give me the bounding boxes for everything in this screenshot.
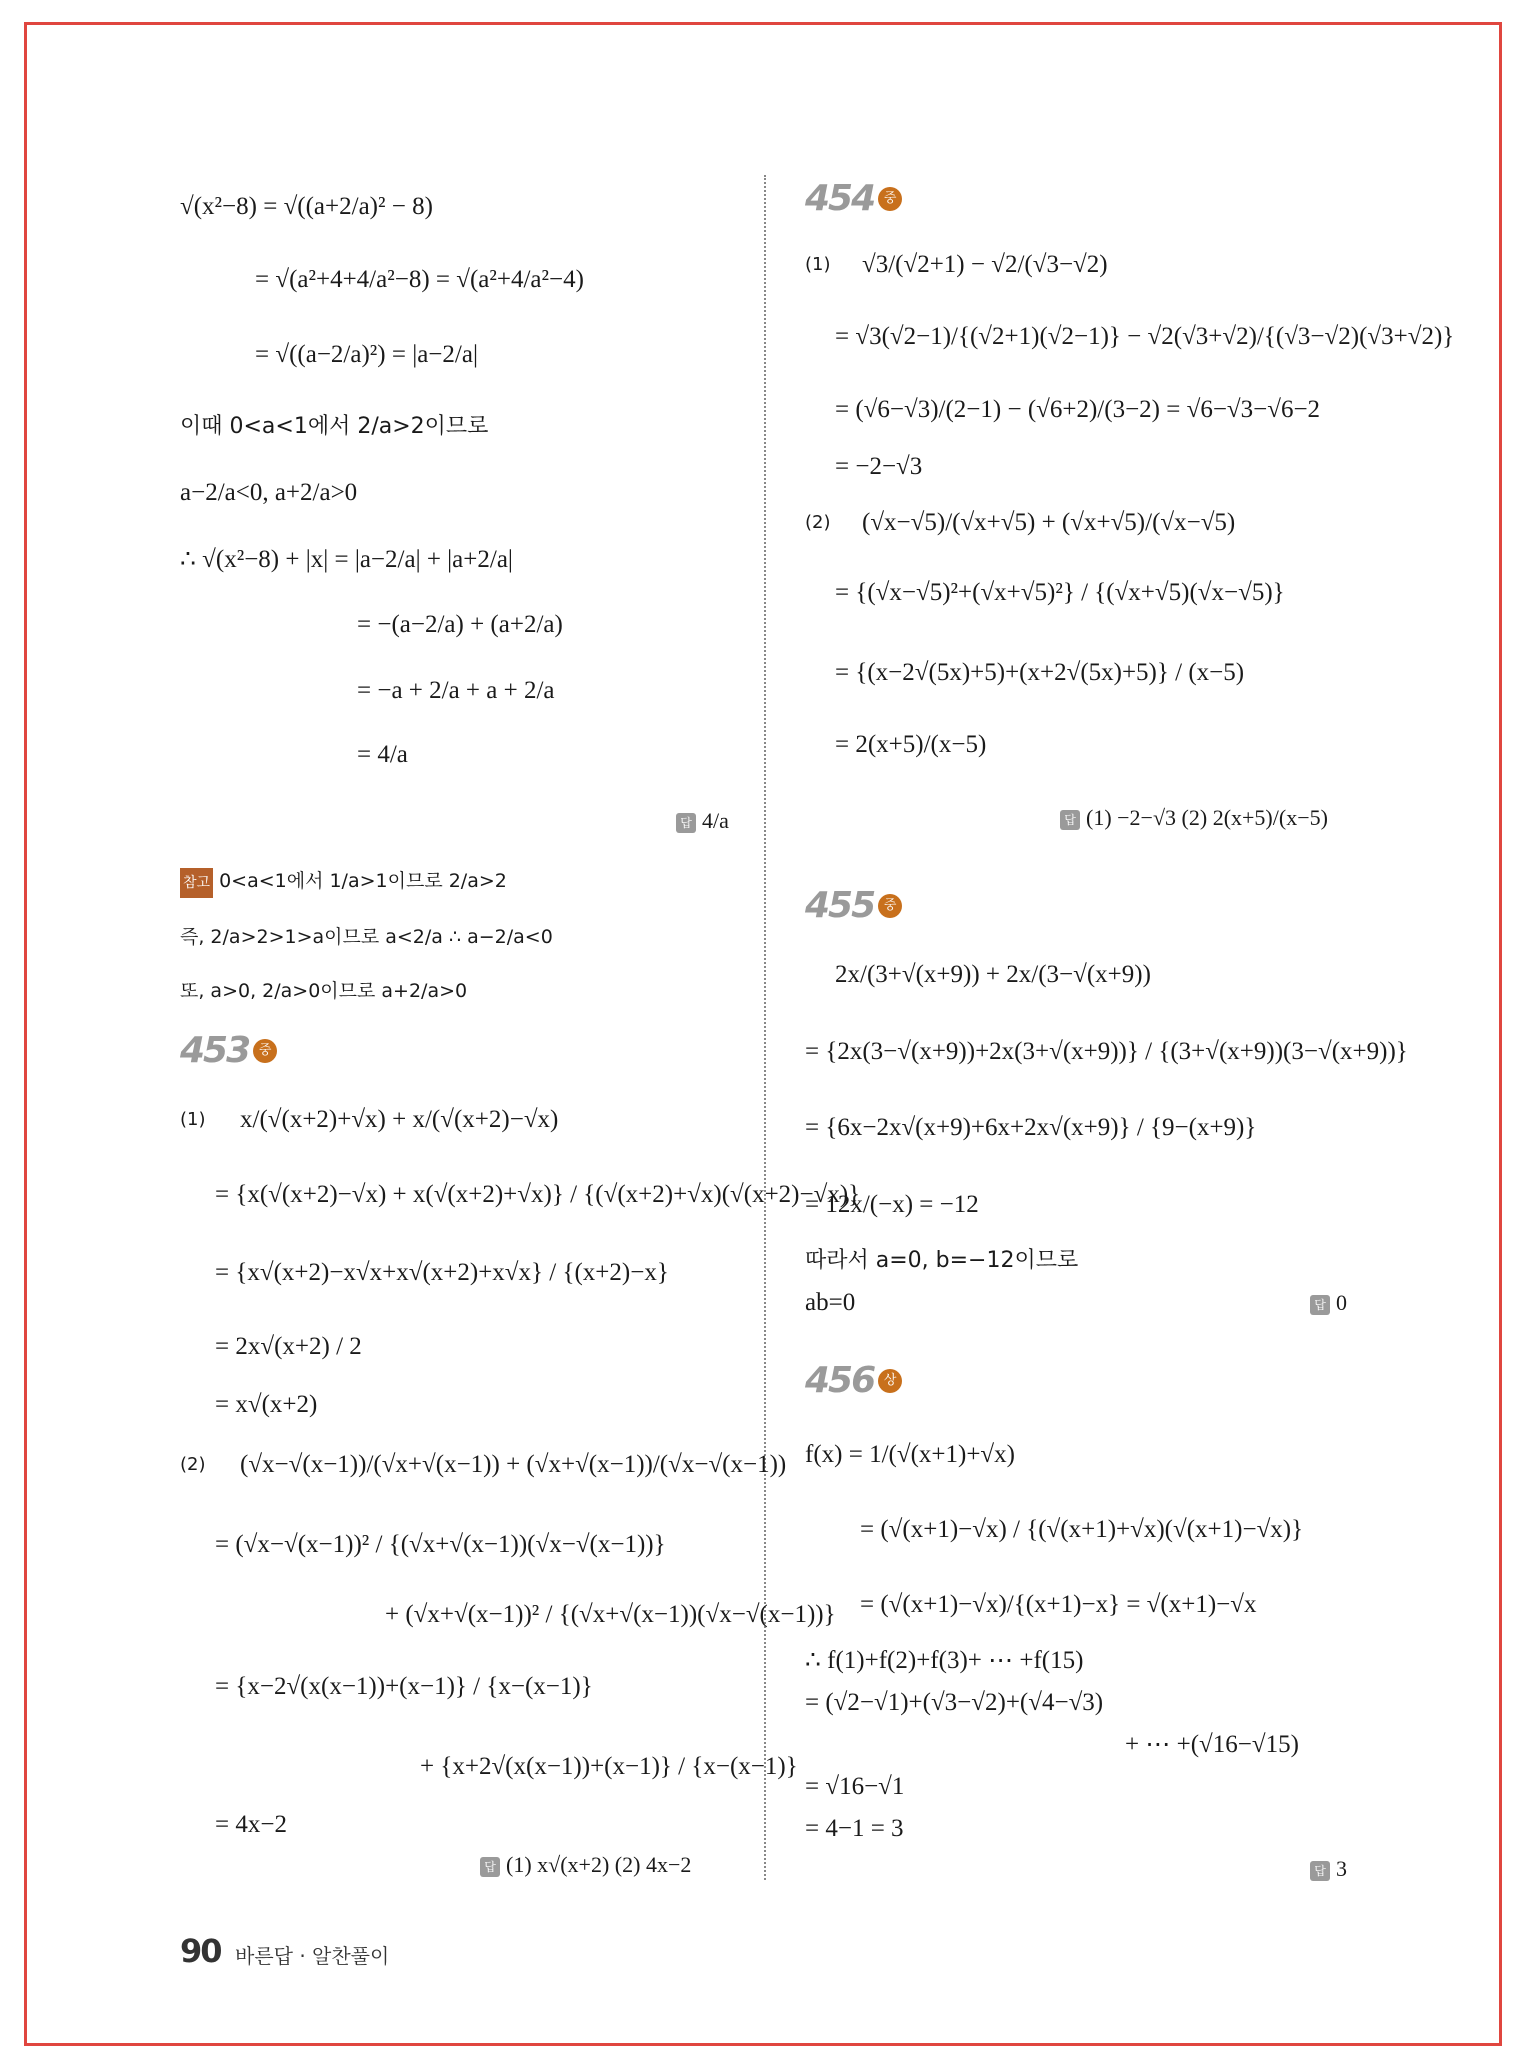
answer-tag: 답 bbox=[1310, 1861, 1330, 1881]
answer-value: 4/a bbox=[702, 808, 729, 833]
problem-number: 455 bbox=[805, 885, 875, 926]
answer-value: 3 bbox=[1336, 1856, 1347, 1881]
problem-number: 453 bbox=[180, 1030, 250, 1071]
math-line: √3/(√2+1) − √2/(√3−√2) bbox=[862, 251, 1108, 278]
math-line: = −a + 2/a + a + 2/a bbox=[357, 677, 555, 704]
math-line: = −2−√3 bbox=[835, 453, 923, 480]
math-line: = {(√x−√5)²+(√x+√5)²} / {(√x+√5)(√x−√5)} bbox=[835, 579, 1285, 606]
math-line: = 12x/(−x) = −12 bbox=[805, 1191, 979, 1218]
level-badge: 중 bbox=[878, 894, 902, 918]
math-line: = √3(√2−1)/{(√2+1)(√2−1)} − √2(√3+√2)/{(√3−√2)(√3+√2)} bbox=[835, 323, 1455, 350]
math-line: ∴ √(x²−8) + |x| = |a−2/a| + |a+2/a| bbox=[180, 546, 513, 573]
math-line: = (√6−√3)/(2−1) − (√6+2)/(3−2) = √6−√3−√6−2 bbox=[835, 396, 1321, 423]
answer-value: (1) x√(x+2) (2) 4x−2 bbox=[506, 1852, 692, 1877]
problem-number: 454 bbox=[805, 178, 875, 219]
level-badge: 중 bbox=[253, 1039, 277, 1063]
note-line: 즉, 2/a>2>1>a이므로 a<2/a ∴ a−2/a<0 bbox=[180, 926, 553, 948]
answer-box bbox=[676, 808, 729, 834]
level-badge: 중 bbox=[878, 187, 902, 211]
math-line: = (√x−√(x−1))² / {(√x+√(x−1))(√x−√(x−1))} bbox=[215, 1531, 666, 1558]
math-line: = √(a²+4+4/a²−8) = √(a²+4/a²−4) bbox=[255, 266, 584, 293]
answer-tag: 답 bbox=[676, 813, 696, 833]
problem-header-456 bbox=[805, 1360, 902, 1401]
problem-header-453 bbox=[180, 1030, 277, 1071]
answer-box bbox=[480, 1852, 691, 1878]
math-line: = √16−√1 bbox=[805, 1773, 905, 1800]
answer-tag: 답 bbox=[1310, 1295, 1330, 1315]
problem-header-454 bbox=[805, 178, 902, 219]
math-line: = {6x−2x√(x+9)+6x+2x√(x+9)} / {9−(x+9)} bbox=[805, 1114, 1257, 1141]
math-line: a−2/a<0, a+2/a>0 bbox=[180, 479, 358, 506]
math-line: = 2(x+5)/(x−5) bbox=[835, 731, 987, 758]
problem-header-455 bbox=[805, 885, 902, 926]
math-line: 2x/(3+√(x+9)) + 2x/(3−√(x+9)) bbox=[835, 961, 1151, 988]
part-label: (2) bbox=[805, 512, 831, 533]
answer-tag: 답 bbox=[1060, 810, 1080, 830]
book-title: 바른답 · 알찬풀이 bbox=[235, 1944, 390, 1968]
part-label: (1) bbox=[805, 254, 831, 275]
problem-number: 456 bbox=[805, 1360, 875, 1401]
math-line: = x√(x+2) bbox=[215, 1391, 318, 1418]
math-line: √(x²−8) = √((a+2/a)² − 8) bbox=[180, 193, 433, 220]
math-line: = (√(x+1)−√x)/{(x+1)−x} = √(x+1)−√x bbox=[860, 1591, 1257, 1618]
math-line: = (√2−√1)+(√3−√2)+(√4−√3) bbox=[805, 1689, 1104, 1716]
math-line: = 2x√(x+2) / 2 bbox=[215, 1333, 362, 1360]
note-tag: 참고 bbox=[180, 868, 213, 898]
math-line: 이때 0<a<1에서 2/a>2이므로 bbox=[180, 414, 489, 439]
math-line: = {x(√(x+2)−√x) + x(√(x+2)+√x)} / {(√(x+2)+√x)(√(x+2)−√x)} bbox=[215, 1181, 861, 1208]
math-line: = 4/a bbox=[357, 741, 408, 768]
math-line: x/(√(x+2)+√x) + x/(√(x+2)−√x) bbox=[240, 1106, 559, 1133]
math-line: = {(x−2√(5x)+5)+(x+2√(5x)+5)} / (x−5) bbox=[835, 659, 1245, 686]
math-line: + (√x+√(x−1))² / {(√x+√(x−1))(√x−√(x−1))} bbox=[385, 1601, 836, 1628]
math-line: = −(a−2/a) + (a+2/a) bbox=[357, 611, 563, 638]
part-label: (1) bbox=[180, 1109, 206, 1130]
answer-value: (1) −2−√3 (2) 2(x+5)/(x−5) bbox=[1086, 805, 1328, 830]
page-number: 90 bbox=[180, 1932, 221, 1970]
answer-box bbox=[1310, 1856, 1347, 1882]
math-line: 따라서 a=0, b=−12이므로 bbox=[805, 1248, 1079, 1273]
answer-tag: 답 bbox=[480, 1857, 500, 1877]
math-line: = 4x−2 bbox=[215, 1811, 287, 1838]
math-line: (√x−√(x−1))/(√x+√(x−1)) + (√x+√(x−1))/(√x−√(x−1)) bbox=[240, 1451, 787, 1478]
note-line: 또, a>0, 2/a>0이므로 a+2/a>0 bbox=[180, 980, 468, 1002]
note-line: 0<a<1에서 1/a>1이므로 2/a>2 bbox=[219, 870, 507, 892]
answer-box bbox=[1310, 1290, 1347, 1316]
math-line: = 4−1 = 3 bbox=[805, 1815, 904, 1842]
math-line: + ⋯ +(√16−√15) bbox=[1125, 1731, 1299, 1758]
math-line: = {x−2√(x(x−1))+(x−1)} / {x−(x−1)} bbox=[215, 1673, 593, 1700]
math-line: + {x+2√(x(x−1))+(x−1)} / {x−(x−1)} bbox=[420, 1753, 798, 1780]
math-line: = {2x(3−√(x+9))+2x(3+√(x+9))} / {(3+√(x+9))(3−√(x+9))} bbox=[805, 1038, 1408, 1065]
answer-box bbox=[1060, 805, 1328, 831]
math-line: = {x√(x+2)−x√x+x√(x+2)+x√x} / {(x+2)−x} bbox=[215, 1259, 669, 1286]
part-label: (2) bbox=[180, 1454, 206, 1475]
math-line: ∴ f(1)+f(2)+f(3)+ ⋯ +f(15) bbox=[805, 1647, 1084, 1674]
math-line: (√x−√5)/(√x+√5) + (√x+√5)/(√x−√5) bbox=[862, 509, 1236, 536]
math-line: = √((a−2/a)²) = |a−2/a| bbox=[255, 341, 478, 368]
answer-value: 0 bbox=[1336, 1290, 1347, 1315]
math-line: ab=0 bbox=[805, 1289, 856, 1316]
math-line: = (√(x+1)−√x) / {(√(x+1)+√x)(√(x+1)−√x)} bbox=[860, 1516, 1304, 1543]
math-line: f(x) = 1/(√(x+1)+√x) bbox=[805, 1441, 1015, 1468]
level-badge: 상 bbox=[878, 1369, 902, 1393]
